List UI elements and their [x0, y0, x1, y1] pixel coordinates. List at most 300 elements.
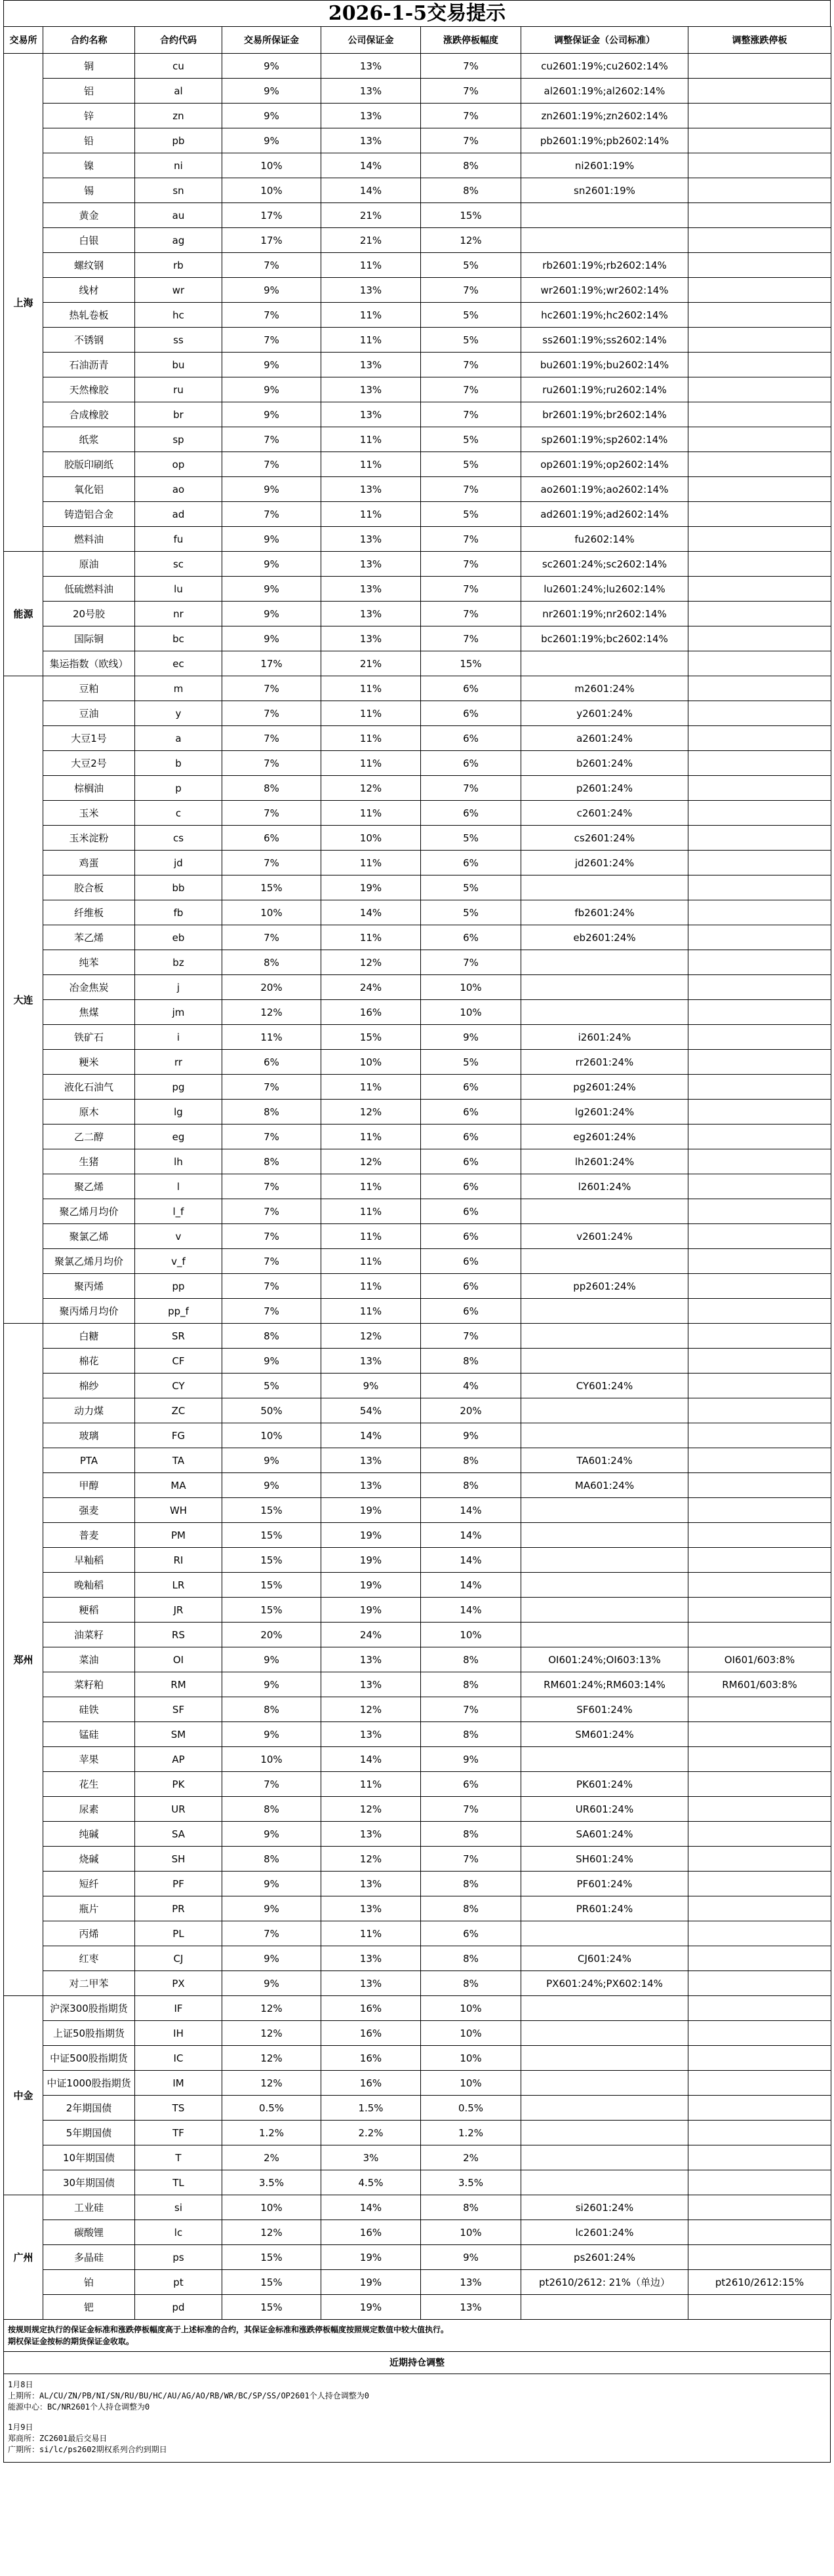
page	[3, 0, 831, 2463]
adjusted-margin-cell	[521, 1398, 688, 1423]
exchange-margin-cell: 17%	[222, 228, 321, 253]
adjusted-margin-cell	[521, 1921, 688, 1946]
adjusted-limit-cell	[688, 900, 831, 925]
adjusted-limit-cell	[688, 178, 831, 203]
adjusted-margin-cell: b2601:24%	[521, 751, 688, 776]
contract-name-cell: 对二甲苯	[43, 1971, 135, 1996]
adjusted-limit-cell: OI601/603:8%	[688, 1647, 831, 1672]
price-limit-cell: 8%	[421, 153, 521, 178]
contract-code-cell: y	[135, 701, 222, 726]
exchange-margin-cell: 10%	[222, 900, 321, 925]
adjusted-limit-cell	[688, 676, 831, 701]
contract-code-cell: fb	[135, 900, 222, 925]
adjusted-limit-cell	[688, 701, 831, 726]
adjusted-limit-cell	[688, 552, 831, 577]
table-row	[4, 1523, 831, 1548]
adjusted-margin-cell: RM601:24%;RM603:14%	[521, 1672, 688, 1697]
table-row	[4, 1398, 831, 1423]
price-limit-cell: 7%	[421, 1324, 521, 1349]
price-limit-cell: 13%	[421, 2295, 521, 2320]
contract-name-cell: 烧碱	[43, 1847, 135, 1872]
price-limit-cell: 5%	[421, 826, 521, 851]
contract-name-cell: 油菜籽	[43, 1623, 135, 1647]
company-margin-cell: 13%	[321, 1448, 421, 1473]
adjusted-limit-cell	[688, 502, 831, 527]
contract-code-cell: bb	[135, 875, 222, 900]
adjusted-limit-cell: RM601/603:8%	[688, 1672, 831, 1697]
table-row	[4, 1174, 831, 1199]
contract-name-cell: 铅	[43, 128, 135, 153]
company-margin-cell: 11%	[321, 851, 421, 875]
contract-name-cell: 短纤	[43, 1872, 135, 1896]
exchange-margin-cell: 20%	[222, 1623, 321, 1647]
contract-code-cell: PF	[135, 1872, 222, 1896]
contract-code-cell: m	[135, 676, 222, 701]
contract-code-cell: si	[135, 2195, 222, 2220]
adjusted-limit-cell	[688, 328, 831, 353]
contract-name-cell: 钯	[43, 2295, 135, 2320]
adjusted-limit-cell	[688, 1797, 831, 1822]
contract-code-cell: ps	[135, 2245, 222, 2270]
price-limit-cell: 10%	[421, 2220, 521, 2245]
exchange-margin-cell: 9%	[222, 1872, 321, 1896]
contract-name-cell: 原木	[43, 1100, 135, 1125]
adjusted-margin-cell: m2601:24%	[521, 676, 688, 701]
company-margin-cell: 11%	[321, 1249, 421, 1274]
table-row	[4, 577, 831, 602]
contract-name-cell: 纯苯	[43, 950, 135, 975]
adjusted-limit-cell	[688, 1772, 831, 1797]
table-body	[4, 54, 831, 2320]
exchange-margin-cell: 7%	[222, 1921, 321, 1946]
adjusted-limit-cell	[688, 1573, 831, 1598]
price-limit-cell: 14%	[421, 1573, 521, 1598]
exchange-margin-cell: 0.5%	[222, 2096, 321, 2121]
exchange-margin-cell: 17%	[222, 651, 321, 676]
adjusted-margin-cell: rb2601:19%;rb2602:14%	[521, 253, 688, 278]
table-row	[4, 1324, 831, 1349]
table-row	[4, 1722, 831, 1747]
company-margin-cell: 19%	[321, 2270, 421, 2295]
contract-name-cell: 5年期国债	[43, 2121, 135, 2145]
header-adjusted-margin: 调整保证金（公司标准）	[521, 27, 688, 54]
contract-name-cell: 铜	[43, 54, 135, 79]
adjusted-limit-cell	[688, 1847, 831, 1872]
company-margin-cell: 14%	[321, 178, 421, 203]
company-margin-cell: 12%	[321, 1697, 421, 1722]
contract-code-cell: b	[135, 751, 222, 776]
exchange-cell: 中金	[4, 1996, 43, 2195]
table-row	[4, 303, 831, 328]
exchange-margin-cell: 9%	[222, 79, 321, 104]
adjusted-limit-cell	[688, 2195, 831, 2220]
contract-name-cell: 氧化铝	[43, 477, 135, 502]
adjusted-limit-cell	[688, 1174, 831, 1199]
price-limit-cell: 6%	[421, 851, 521, 875]
contract-code-cell: rb	[135, 253, 222, 278]
table-row	[4, 427, 831, 452]
price-limit-cell: 5%	[421, 900, 521, 925]
company-margin-cell: 11%	[321, 1274, 421, 1299]
exchange-margin-cell: 7%	[222, 801, 321, 826]
exchange-margin-cell: 12%	[222, 1000, 321, 1025]
contract-name-cell: 聚丙烯月均价	[43, 1299, 135, 1324]
adjusted-limit-cell	[688, 2295, 831, 2320]
table-row	[4, 1747, 831, 1772]
company-margin-cell: 24%	[321, 975, 421, 1000]
adjusted-limit-cell	[688, 1274, 831, 1299]
price-limit-cell: 5%	[421, 253, 521, 278]
table-row	[4, 1249, 831, 1274]
exchange-margin-cell: 7%	[222, 1125, 321, 1149]
contract-code-cell: PX	[135, 1971, 222, 1996]
contract-name-cell: 菜油	[43, 1647, 135, 1672]
table-row	[4, 925, 831, 950]
contract-code-cell: JR	[135, 1598, 222, 1623]
contract-code-cell: pg	[135, 1075, 222, 1100]
price-limit-cell: 10%	[421, 975, 521, 1000]
adjusted-limit-cell	[688, 427, 831, 452]
table-row	[4, 1672, 831, 1697]
contract-code-cell: CJ	[135, 1946, 222, 1971]
contract-code-cell: RI	[135, 1548, 222, 1573]
adjusted-limit-cell	[688, 1199, 831, 1224]
adjusted-limit-cell	[688, 2145, 831, 2170]
contract-code-cell: i	[135, 1025, 222, 1050]
contract-code-cell: FG	[135, 1423, 222, 1448]
contract-name-cell: 晚籼稻	[43, 1573, 135, 1598]
exchange-margin-cell: 9%	[222, 54, 321, 79]
contract-name-cell: 聚乙烯月均价	[43, 1199, 135, 1224]
price-limit-cell: 7%	[421, 527, 521, 552]
company-margin-cell: 11%	[321, 1174, 421, 1199]
price-limit-cell: 6%	[421, 751, 521, 776]
contract-name-cell: 硅铁	[43, 1697, 135, 1722]
price-limit-cell: 6%	[421, 1125, 521, 1149]
contract-code-cell: LR	[135, 1573, 222, 1598]
exchange-margin-cell: 3.5%	[222, 2170, 321, 2195]
adjusted-limit-cell	[688, 1448, 831, 1473]
adjusted-margin-cell: ru2601:19%;ru2602:14%	[521, 377, 688, 402]
adjusted-limit-cell	[688, 2096, 831, 2121]
exchange-margin-cell: 8%	[222, 776, 321, 801]
table-row	[4, 1075, 831, 1100]
table-row	[4, 651, 831, 676]
company-margin-cell: 13%	[321, 577, 421, 602]
adjusted-margin-cell	[521, 651, 688, 676]
table-row	[4, 1797, 831, 1822]
table-row	[4, 1274, 831, 1299]
company-margin-cell: 11%	[321, 801, 421, 826]
adjusted-limit-cell	[688, 1299, 831, 1324]
header-contract-code: 合约代码	[135, 27, 222, 54]
contract-code-cell: wr	[135, 278, 222, 303]
table-row	[4, 1697, 831, 1722]
contract-code-cell: br	[135, 402, 222, 427]
adjusted-limit-cell	[688, 626, 831, 651]
adjusted-margin-cell: pb2601:19%;pb2602:14%	[521, 128, 688, 153]
adjusted-limit-cell	[688, 1697, 831, 1722]
adjusted-limit-cell	[688, 1598, 831, 1623]
adjusted-margin-cell	[521, 1498, 688, 1523]
exchange-margin-cell: 9%	[222, 477, 321, 502]
adjusted-limit-cell	[688, 1423, 831, 1448]
exchange-margin-cell: 11%	[222, 1025, 321, 1050]
contract-code-cell: SF	[135, 1697, 222, 1722]
adjusted-margin-cell	[521, 2121, 688, 2145]
table-row	[4, 79, 831, 104]
exchange-margin-cell: 7%	[222, 328, 321, 353]
price-limit-cell: 7%	[421, 552, 521, 577]
table-header-row	[4, 27, 831, 54]
table-row	[4, 153, 831, 178]
contract-code-cell: sc	[135, 552, 222, 577]
company-margin-cell: 13%	[321, 1896, 421, 1921]
contract-code-cell: IC	[135, 2046, 222, 2071]
adjusted-limit-cell	[688, 1025, 831, 1050]
exchange-margin-cell: 15%	[222, 2270, 321, 2295]
price-limit-cell: 6%	[421, 925, 521, 950]
contract-code-cell: PL	[135, 1921, 222, 1946]
contract-name-cell: 菜籽粕	[43, 1672, 135, 1697]
company-margin-cell: 13%	[321, 104, 421, 128]
adjusted-margin-cell	[521, 2046, 688, 2071]
exchange-margin-cell: 9%	[222, 527, 321, 552]
exchange-margin-cell: 9%	[222, 1448, 321, 1473]
exchange-margin-cell: 8%	[222, 950, 321, 975]
exchange-margin-cell: 9%	[222, 1672, 321, 1697]
table-row	[4, 1772, 831, 1797]
contract-name-cell: 螺纹钢	[43, 253, 135, 278]
contract-name-cell: 瓶片	[43, 1896, 135, 1921]
adjusted-limit-cell	[688, 1822, 831, 1847]
adjusted-margin-cell: UR601:24%	[521, 1797, 688, 1822]
price-limit-cell: 7%	[421, 602, 521, 626]
table-row	[4, 726, 831, 751]
exchange-margin-cell: 7%	[222, 701, 321, 726]
table-row	[4, 1847, 831, 1872]
price-limit-cell: 9%	[421, 1747, 521, 1772]
company-margin-cell: 16%	[321, 2046, 421, 2071]
contract-code-cell: TL	[135, 2170, 222, 2195]
contract-code-cell: CY	[135, 1374, 222, 1398]
exchange-margin-cell: 15%	[222, 2245, 321, 2270]
header-price-limit: 涨跌停板幅度	[421, 27, 521, 54]
exchange-cell: 郑州	[4, 1324, 43, 1996]
adjusted-limit-cell	[688, 452, 831, 477]
price-limit-cell: 8%	[421, 1672, 521, 1697]
company-margin-cell: 19%	[321, 1598, 421, 1623]
contract-code-cell: eb	[135, 925, 222, 950]
adjusted-margin-cell: bc2601:19%;bc2602:14%	[521, 626, 688, 651]
adjusted-limit-cell	[688, 79, 831, 104]
price-limit-cell: 6%	[421, 1149, 521, 1174]
price-limit-cell: 5%	[421, 303, 521, 328]
contract-code-cell: pt	[135, 2270, 222, 2295]
price-limit-cell: 5%	[421, 328, 521, 353]
contract-code-cell: lu	[135, 577, 222, 602]
exchange-margin-cell: 15%	[222, 1523, 321, 1548]
contract-code-cell: PK	[135, 1772, 222, 1797]
adjusted-margin-cell: jd2601:24%	[521, 851, 688, 875]
company-margin-cell: 14%	[321, 1747, 421, 1772]
exchange-margin-cell: 8%	[222, 1100, 321, 1125]
table-row	[4, 2195, 831, 2220]
adjusted-margin-cell: cu2601:19%;cu2602:14%	[521, 54, 688, 79]
company-margin-cell: 13%	[321, 1647, 421, 1672]
table-row	[4, 377, 831, 402]
table-row	[4, 1000, 831, 1025]
adjusted-margin-cell: fb2601:24%	[521, 900, 688, 925]
company-margin-cell: 13%	[321, 54, 421, 79]
exchange-margin-cell: 10%	[222, 2195, 321, 2220]
price-limit-cell: 6%	[421, 1274, 521, 1299]
table-row	[4, 104, 831, 128]
table-row	[4, 1199, 831, 1224]
exchange-margin-cell: 7%	[222, 427, 321, 452]
recent-line: 广期所：si/lc/ps2602期权系列合约到期日	[8, 2445, 167, 2454]
contract-name-cell: 玉米	[43, 801, 135, 826]
company-margin-cell: 1.5%	[321, 2096, 421, 2121]
company-margin-cell: 19%	[321, 875, 421, 900]
price-limit-cell: 7%	[421, 54, 521, 79]
adjusted-limit-cell	[688, 651, 831, 676]
contract-name-cell: 棕榈油	[43, 776, 135, 801]
contract-name-cell: 低硫燃料油	[43, 577, 135, 602]
price-limit-cell: 3.5%	[421, 2170, 521, 2195]
exchange-margin-cell: 10%	[222, 1423, 321, 1448]
table-row	[4, 701, 831, 726]
contract-name-cell: 聚氯乙烯月均价	[43, 1249, 135, 1274]
contract-name-cell: 花生	[43, 1772, 135, 1797]
table-row	[4, 253, 831, 278]
price-limit-cell: 5%	[421, 427, 521, 452]
contract-name-cell: 丙烯	[43, 1921, 135, 1946]
price-limit-cell: 9%	[421, 1025, 521, 1050]
price-limit-cell: 15%	[421, 651, 521, 676]
contract-name-cell: 不锈钢	[43, 328, 135, 353]
adjusted-margin-cell: lg2601:24%	[521, 1100, 688, 1125]
adjusted-margin-cell	[521, 1299, 688, 1324]
company-margin-cell: 13%	[321, 552, 421, 577]
price-limit-cell: 4%	[421, 1374, 521, 1398]
company-margin-cell: 11%	[321, 726, 421, 751]
adjusted-margin-cell: CJ601:24%	[521, 1946, 688, 1971]
company-margin-cell: 19%	[321, 1548, 421, 1573]
contract-name-cell: 鸡蛋	[43, 851, 135, 875]
price-limit-cell: 8%	[421, 1473, 521, 1498]
contract-code-cell: cu	[135, 54, 222, 79]
company-margin-cell: 12%	[321, 1797, 421, 1822]
company-margin-cell: 19%	[321, 2295, 421, 2320]
adjusted-margin-cell	[521, 1548, 688, 1573]
contract-name-cell: 粳稻	[43, 1598, 135, 1623]
contract-code-cell: bc	[135, 626, 222, 651]
contract-name-cell: 大豆2号	[43, 751, 135, 776]
company-margin-cell: 13%	[321, 602, 421, 626]
exchange-margin-cell: 9%	[222, 1896, 321, 1921]
contract-name-cell: 石油沥青	[43, 353, 135, 377]
company-margin-cell: 13%	[321, 1872, 421, 1896]
contract-name-cell: 棉花	[43, 1349, 135, 1374]
company-margin-cell: 12%	[321, 950, 421, 975]
exchange-margin-cell: 20%	[222, 975, 321, 1000]
exchange-margin-cell: 9%	[222, 1946, 321, 1971]
table-row	[4, 1374, 831, 1398]
exchange-margin-cell: 7%	[222, 1249, 321, 1274]
adjusted-limit-cell	[688, 253, 831, 278]
table-row	[4, 851, 831, 875]
contract-name-cell: 玻璃	[43, 1423, 135, 1448]
company-margin-cell: 16%	[321, 1996, 421, 2021]
company-margin-cell: 11%	[321, 1299, 421, 1324]
exchange-margin-cell: 7%	[222, 502, 321, 527]
price-limit-cell: 8%	[421, 1971, 521, 1996]
contract-name-cell: 热轧卷板	[43, 303, 135, 328]
contract-name-cell: 合成橡胶	[43, 402, 135, 427]
contract-code-cell: a	[135, 726, 222, 751]
adjusted-margin-cell: SF601:24%	[521, 1697, 688, 1722]
recent-line: 上期所：AL/CU/ZN/PB/NI/SN/RU/BU/HC/AU/AG/AO/RB/WR/BC/SP/SS/OP2601个人持仓调整为0	[8, 2391, 370, 2400]
exchange-margin-cell: 9%	[222, 1473, 321, 1498]
contract-code-cell: ni	[135, 153, 222, 178]
contract-name-cell: 苯乙烯	[43, 925, 135, 950]
adjusted-margin-cell: sc2601:24%;sc2602:14%	[521, 552, 688, 577]
exchange-margin-cell: 7%	[222, 303, 321, 328]
adjusted-limit-cell	[688, 851, 831, 875]
contract-name-cell: 冶金焦炭	[43, 975, 135, 1000]
adjusted-margin-cell: PR601:24%	[521, 1896, 688, 1921]
table-row	[4, 1946, 831, 1971]
price-limit-cell: 5%	[421, 502, 521, 527]
price-limit-cell: 6%	[421, 801, 521, 826]
exchange-margin-cell: 6%	[222, 826, 321, 851]
adjusted-limit-cell	[688, 1473, 831, 1498]
adjusted-margin-cell	[521, 1349, 688, 1374]
price-limit-cell: 9%	[421, 2245, 521, 2270]
company-margin-cell: 21%	[321, 651, 421, 676]
recent-adjustments	[3, 2374, 831, 2463]
company-margin-cell: 19%	[321, 1573, 421, 1598]
table-row	[4, 2021, 831, 2046]
company-margin-cell: 13%	[321, 1672, 421, 1697]
company-margin-cell: 12%	[321, 1324, 421, 1349]
contract-code-cell: RM	[135, 1672, 222, 1697]
contract-code-cell: ec	[135, 651, 222, 676]
price-limit-cell: 10%	[421, 1000, 521, 1025]
adjusted-limit-cell	[688, 377, 831, 402]
price-limit-cell: 7%	[421, 776, 521, 801]
adjusted-margin-cell: nr2601:19%;nr2602:14%	[521, 602, 688, 626]
company-margin-cell: 2.2%	[321, 2121, 421, 2145]
table-row	[4, 875, 831, 900]
adjusted-limit-cell	[688, 1946, 831, 1971]
table-row	[4, 178, 831, 203]
contract-name-cell: 碳酸锂	[43, 2220, 135, 2245]
exchange-margin-cell: 50%	[222, 1398, 321, 1423]
adjusted-margin-cell: l2601:24%	[521, 1174, 688, 1199]
exchange-margin-cell: 7%	[222, 452, 321, 477]
price-limit-cell: 15%	[421, 203, 521, 228]
price-limit-cell: 7%	[421, 577, 521, 602]
company-margin-cell: 11%	[321, 452, 421, 477]
contract-code-cell: SM	[135, 1722, 222, 1747]
adjusted-margin-cell	[521, 1996, 688, 2021]
company-margin-cell: 11%	[321, 701, 421, 726]
adjusted-limit-cell	[688, 1548, 831, 1573]
adjusted-margin-cell: pg2601:24%	[521, 1075, 688, 1100]
table-row	[4, 2220, 831, 2245]
